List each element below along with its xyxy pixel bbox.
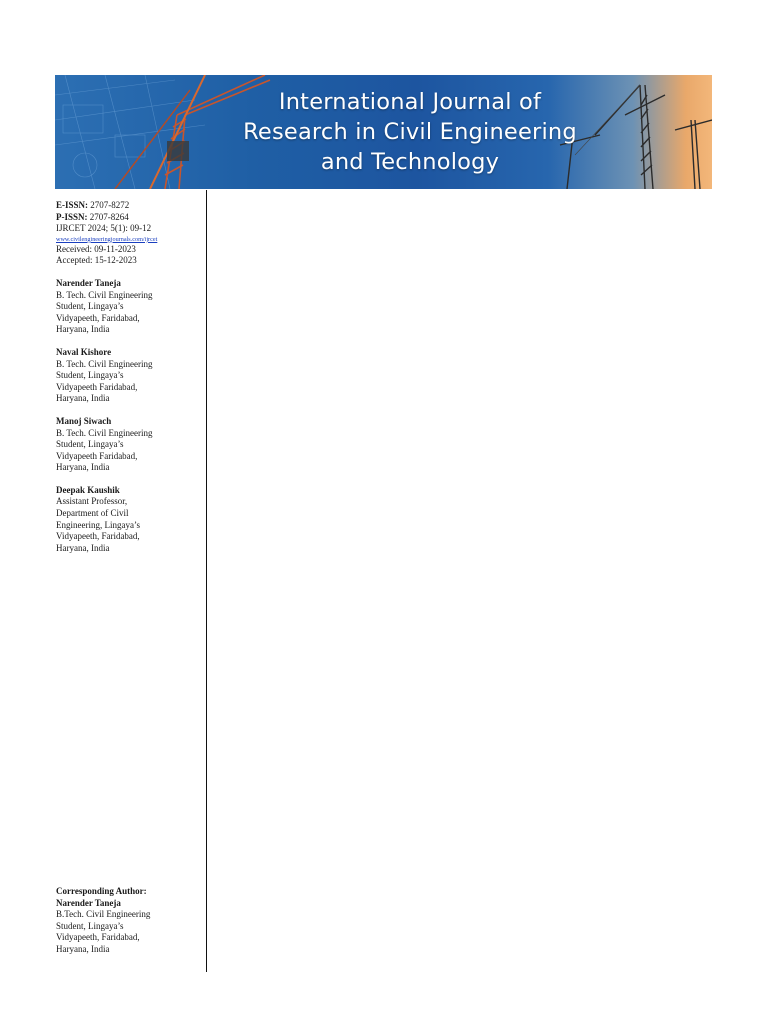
journal-url-link[interactable]: www.civilengineeringjournals.com/ijrcet [56, 235, 158, 243]
eissn [56, 200, 201, 212]
author-block [56, 416, 201, 474]
author-name: Naval Kishore [56, 346, 112, 357]
author-affiliation-line: Haryana, India [56, 462, 110, 473]
corresponding-affiliation-line: B.Tech. Civil Engineering [56, 909, 151, 920]
accepted-date: Accepted: 15-12-2023 [56, 255, 137, 266]
author-block [56, 347, 201, 405]
corresponding-name: Narender Taneja [56, 897, 121, 908]
pissn-value: 2707-8264 [87, 211, 129, 222]
author-block [56, 485, 201, 555]
journal-banner [55, 75, 712, 189]
journal-title-line-1: International Journal of [278, 89, 542, 115]
pissn-label: P-ISSN: [56, 211, 88, 222]
eissn-label: E-ISSN: [56, 200, 89, 210]
author-affiliation-line: Vidyapeeth, Faridabad, [56, 531, 140, 542]
citation: IJRCET 2024; 5(1): 09-12 [56, 223, 152, 234]
author-affiliation-line: Vidyapeeth Faridabad, [56, 450, 138, 461]
corresponding-label: Corresponding Author: [56, 886, 147, 896]
sidebar-metadata [56, 200, 201, 554]
author-affiliation-line: Haryana, India [56, 542, 110, 553]
column-divider [206, 190, 207, 972]
author-affiliation-line: Student, Lingaya’s [56, 439, 124, 450]
author-affiliation-line: Student, Lingaya’s [56, 370, 124, 381]
author-name: Narender Taneja [56, 277, 121, 288]
author-affiliation-line: B. Tech. Civil Engineering [56, 358, 153, 369]
eissn-value: 2707-8272 [88, 200, 130, 210]
corresponding-affiliation-line: Student, Lingaya’s [56, 920, 124, 931]
received-date: Received: 09-11-2023 [56, 243, 136, 254]
author-affiliation-line: Department of Civil [56, 508, 129, 519]
journal-title-line-2: Research in Civil Engineering [243, 119, 577, 145]
author-affiliation-line: Haryana, India [56, 393, 110, 404]
author-affiliation-line: Haryana, India [56, 324, 110, 335]
author-affiliation-line: Engineering, Lingaya’s [56, 519, 140, 530]
author-affiliation-line: Vidyapeeth Faridabad, [56, 381, 138, 392]
corresponding-affiliation-line: Vidyapeeth, Faridabad, [56, 932, 140, 943]
author-block [56, 278, 201, 336]
journal-title-line-3: and Technology [320, 149, 500, 175]
author-name: Manoj Siwach [56, 415, 112, 426]
author-affiliation-line: B. Tech. Civil Engineering [56, 427, 153, 438]
corresponding-affiliation-line: Haryana, India [56, 943, 110, 954]
author-affiliation-line: B. Tech. Civil Engineering [56, 289, 153, 300]
journal-title [220, 87, 600, 177]
author-affiliation-line: Assistant Professor, [56, 496, 128, 507]
corresponding-author [56, 886, 201, 956]
pissn [56, 212, 201, 224]
author-name: Deepak Kaushik [56, 484, 120, 495]
author-affiliation-line: Student, Lingaya’s [56, 301, 124, 312]
author-affiliation-line: Vidyapeeth, Faridabad, [56, 312, 140, 323]
